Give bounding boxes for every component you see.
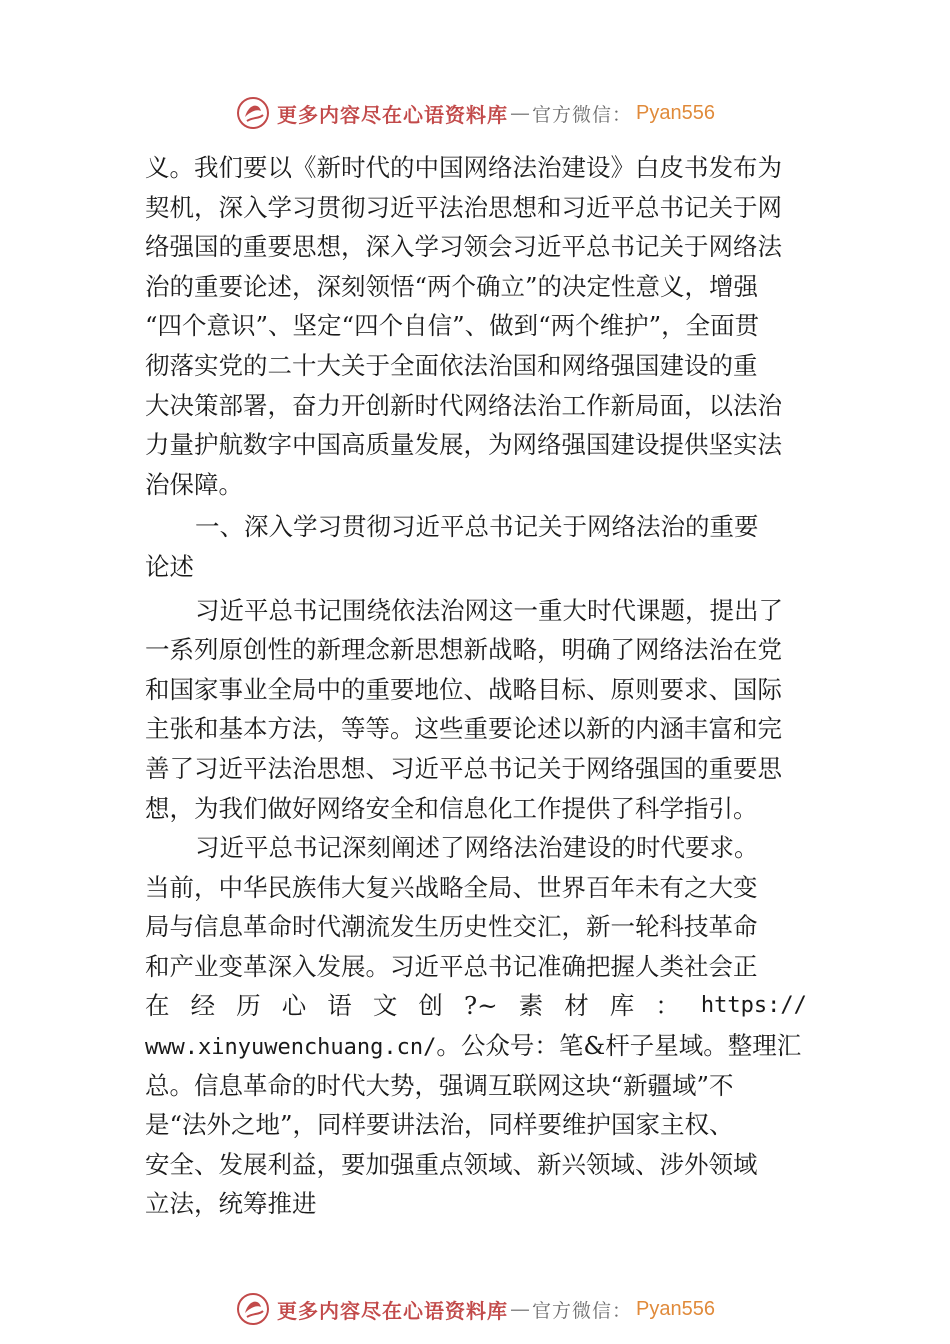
paragraph-2 — [145, 591, 807, 829]
char: 历 — [236, 991, 261, 1021]
text-line — [145, 1026, 807, 1066]
text-line: 和产业变革深入发展。习近平总书记准确把握人类社会正 — [145, 951, 758, 981]
char: 经 — [190, 991, 216, 1021]
text-line: 安全、发展利益，要加强重点领域、新兴领域、涉外领域 — [145, 1149, 758, 1179]
spaced-text-line — [145, 986, 807, 1026]
url-text: www.xinyuwenchuang.cn/ — [145, 1035, 437, 1061]
char: ?~ — [463, 991, 498, 1021]
wechat-label: 官方微信： — [532, 103, 633, 126]
char: 在 — [145, 991, 170, 1021]
char: 语 — [327, 991, 352, 1021]
text-span: 。公众号：笔&杆子星域。整理汇 — [436, 1031, 802, 1061]
text-line: 想，为我们做好网络安全和信息化工作提供了科学指引。 — [145, 793, 758, 823]
text-line: 总。信息革命的时代大势，强调互联网这块“新疆域”不 — [145, 1070, 734, 1100]
flower-logo-icon — [235, 95, 271, 131]
char: 素 — [518, 991, 544, 1021]
heading-line: 论述 — [145, 551, 194, 581]
text-line: 善了习近平法治思想、习近平总书记关于网络强国的重要思 — [145, 753, 782, 783]
text-line: 习近平总书记深刻阐述了网络法治建设的时代要求。 — [195, 833, 759, 863]
heading-line: 一、深入学习贯彻习近平总书记关于网络法治的重要 — [195, 512, 759, 542]
flower-logo-icon — [235, 1291, 271, 1327]
text-line: 大决策部署，奋力开创新时代网络法治工作新局面，以法治 — [145, 390, 782, 420]
wechat-label: 官方微信： — [532, 1299, 633, 1322]
text-line: 治保障。 — [145, 469, 243, 499]
text-line: 立法，统筹推进 — [145, 1189, 317, 1219]
text-line: 络强国的重要思想，深入学习领会习近平总书记关于网络法 — [145, 232, 782, 262]
text-line: 局与信息革命时代潮流发生历史性交汇，新一轮科技革命 — [145, 912, 758, 942]
banner-separator: — — [510, 1297, 530, 1321]
char: ： — [655, 991, 680, 1021]
wechat-id: Pyan556 — [636, 101, 715, 124]
text-line: 一系列原创性的新理念新思想新战略，明确了网络法治在党 — [145, 635, 782, 665]
document-body — [145, 148, 807, 1224]
char: 文 — [372, 991, 398, 1021]
paragraph-3 — [145, 828, 807, 1224]
text-line: 是“法外之地”，同样要讲法治，同样要维护国家主权、 — [145, 1110, 734, 1140]
char: 材 — [564, 991, 589, 1021]
text-line: 当前，中华民族伟大复兴战略全局、世界百年未有之大变 — [145, 872, 758, 902]
paragraph-1 — [145, 148, 807, 504]
wechat-id: Pyan556 — [636, 1297, 715, 1320]
text-line: 和国家事业全局中的重要地位、战略目标、原则要求、国际 — [145, 674, 782, 704]
text-line: “四个意识”、坚定“四个自信”、做到“两个维护”，全面贯 — [145, 311, 760, 341]
text-line: 主张和基本方法，等等。这些重要论述以新的内涵丰富和完 — [145, 714, 782, 744]
url-part: https:// — [700, 993, 807, 1019]
banner-separator: — — [510, 101, 530, 125]
char: 库 — [609, 991, 635, 1021]
section-heading — [145, 507, 807, 586]
text-line: 契机，深入学习贯彻习近平法治思想和习近平总书记关于网 — [145, 192, 782, 222]
char: 创 — [418, 991, 443, 1021]
text-line: 力量护航数字中国高质量发展，为网络强国建设提供坚实法 — [145, 430, 782, 460]
text-line: 义。我们要以《新时代的中国网络法治建设》白皮书发布为 — [145, 153, 782, 182]
brand-text: 更多内容尽在心语资料库 — [277, 102, 508, 127]
text-line: 治的重要论述，深刻领悟“两个确立”的决定性意义，增强 — [145, 271, 759, 301]
char: 心 — [281, 991, 307, 1021]
footer-watermark-banner — [0, 1289, 950, 1329]
brand-text: 更多内容尽在心语资料库 — [277, 1298, 508, 1323]
header-watermark-banner — [0, 93, 950, 133]
text-line: 彻落实党的二十大关于全面依法治国和网络强国建设的重 — [145, 350, 758, 380]
text-line: 习近平总书记围绕依法治网这一重大时代课题，提出了 — [195, 595, 783, 625]
